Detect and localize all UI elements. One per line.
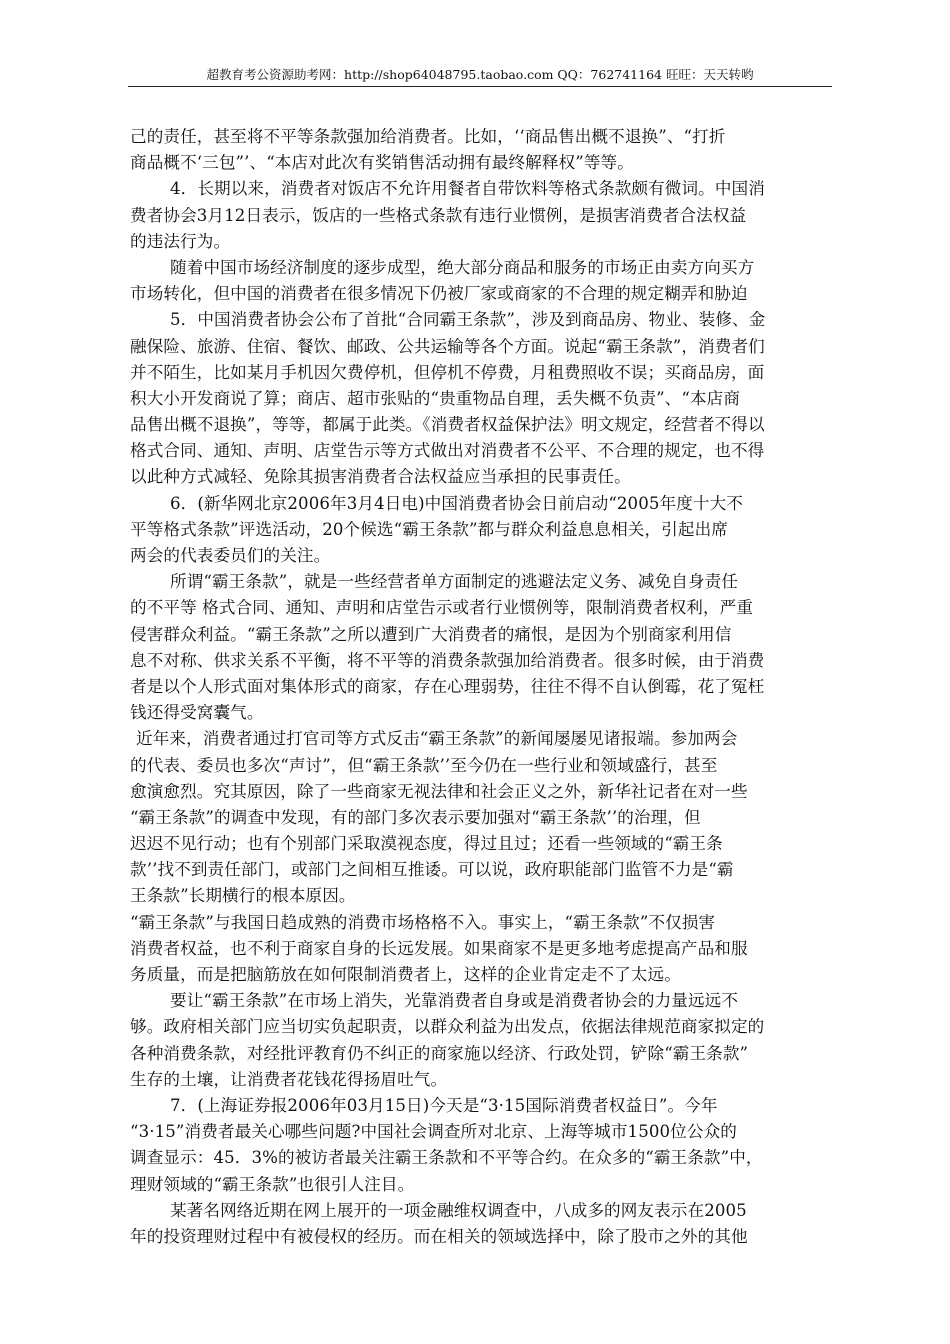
text-line: “霸王条款”与我国日趋成熟的消费市场格格不入。事实上，“霸王条款”不仅损害: [130, 912, 716, 932]
text-line: “3·15”消费者最关心哪些问题?中国社会调查所对北京、上海等城市1500位公众的: [130, 1122, 737, 1142]
text-line: 者是以个人形式面对集体形式的商家，存在心理弱势，往往不得不自认倒霉，花了冤枉: [130, 676, 765, 696]
text-line: 理财领域的“霸王条款”也很引人注目。: [130, 1174, 415, 1194]
text-line: 随着中国市场经济制度的逐步成型，绝大部分商品和服务的市场正由卖方向买方: [170, 257, 755, 277]
header-divider: [128, 86, 832, 87]
text-line: 格式合同、通知、声明、店堂告示等方式做出对消费者不公平、不合理的规定，也不得: [130, 441, 765, 461]
text-line: 各种消费条款，对经批评教育仍不纠正的商家施以经济、行政处罚，铲除“霸王条款”: [130, 1043, 749, 1063]
text-line: 生存的土壤，让消费者花钱花得扬眉吐气。: [130, 1069, 448, 1089]
text-line: 4．长期以来，消费者对饭店不允许用餐者自带饮料等格式条款颇有微词。中国消: [170, 179, 765, 199]
text-line: 两会的代表委员们的关注。: [130, 546, 331, 565]
text-line: 融保险、旅游、住宿、餐饮、邮政、公共运输等各个方面。说起“霸王条款”，消费者们: [130, 336, 765, 356]
text-line: 并不陌生，比如某月手机因欠费停机，但停机不停费，月租费照收不误；买商品房，面: [130, 362, 765, 382]
text-line: 王条款”长期横行的根本原因。: [130, 886, 356, 906]
text-line: 某著名网络近期在网上展开的一项金融维权调查中，八成多的网友表示在2005: [170, 1200, 747, 1220]
text-line: 积大小开发商说了算；商店、超市张贴的“贵重物品自理，丢失概不负责”、“本店商: [130, 388, 741, 408]
text-line: “霸王条款”的调查中发现，有的部门多次表示要加强对“霸王条款’’的治理，但: [130, 807, 701, 827]
text-line: 的不平等 格式合同、通知、声明和店堂告示或者行业惯例等，限制消费者权利，严重: [130, 598, 754, 618]
text-line: 6．(新华网北京2006年3月4日电)中国消费者协会日前启动“2005年度十大不: [170, 493, 743, 513]
text-line: 侵害群众利益。“霸王条款”之所以遭到广大消费者的痛恨，是因为个别商家利用信: [130, 624, 732, 644]
text-line: 近年来，消费者通过打官司等方式反击“霸王条款”的新闻屡屡见诸报端。参加两会: [136, 729, 738, 749]
text-line: 5．中国消费者协会公布了首批“合同霸王条款”，涉及到商品房、物业、装修、金: [170, 310, 766, 330]
text-line: 息不对称、供求关系不平衡，将不平等的消费条款强加给消费者。很多时候，由于消费: [130, 650, 765, 670]
text-line: 款’’找不到责任部门，或部门之间相互推诿。可以说，政府职能部门监管不力是“霸: [130, 860, 734, 880]
text-line: 己的责任，甚至将不平等条款强加给消费者。比如，‘‘商品售出概不退换”、“打折: [130, 127, 726, 146]
text-line: 要让“霸王条款”在市场上消失，光靠消费者自身或是消费者协会的力量远远不: [170, 991, 739, 1011]
text-line: 务质量，而是把脑筋放在如何限制消费者上，这样的企业肯定走不了太远。: [130, 965, 681, 984]
text-line: 钱还得受窝囊气。: [130, 703, 264, 723]
text-line: 的违法行为。: [130, 231, 231, 251]
text-line: 品售出概不退换”，等等，都属于此类。《消费者权益保护法》明文规定，经营者不得以: [130, 415, 765, 435]
text-line: 平等格式条款”评选活动，20个候选“霸王条款”都与群众利益息息相关，引起出席: [130, 519, 728, 539]
text-line: 调查显示：45．3%的被访者最关注霸王条款和不平等合约。在众多的“霸王条款”中，: [130, 1148, 763, 1168]
text-line: 的代表、委员也多次“声讨”，但“霸王条款’’至今仍在一些行业和领域盛行，甚至: [130, 755, 718, 775]
text-line: 消费者权益，也不利于商家自身的长远发展。如果商家不是更多地考虑提高产品和服: [130, 938, 748, 958]
text-line: 年的投资理财过程中有被侵权的经历。而在相关的领域选择中，除了股市之外的其他: [130, 1226, 748, 1246]
page-header: 超教育考公资源助考网：http://shop64048795.taobao.com QQ：762741164 旺旺：天天转哟: [206, 67, 754, 82]
text-line: 费者协会3月12日表示，饭店的一些格式条款有违行业惯例，是损害消费者合法权益: [130, 205, 747, 225]
document-body: [130, 124, 830, 1250]
text-line: 7．(上海证券报2006年03月15日)今天是“3·15国际消费者权益日”。今年: [170, 1095, 718, 1115]
text-line: 愈演愈烈。究其原因，除了一些商家无视法律和社会正义之外，新华社记者在对一些: [130, 781, 748, 801]
text-line: 以此种方式减轻、免除其损害消费者合法权益应当承担的民事责任。: [130, 467, 631, 487]
text-line: 商品概不‘三包”’、“本店对此次有奖销售活动拥有最终解释权”等等。: [130, 153, 634, 173]
text-line: 迟迟不见行动；也有个别部门采取漠视态度，得过且过；还看一些领域的“霸王条: [130, 834, 723, 854]
text-line: 所谓“霸王条款”，就是一些经营者单方面制定的逃避法定义务、减免自身责任: [170, 572, 739, 592]
text-line: 市场转化，但中国的消费者在很多情况下仍被厂家或商家的不合理的规定糊弄和胁迫: [130, 284, 748, 304]
text-line: 够。政府相关部门应当切实负起职责，以群众利益为出发点，依据法律规范商家拟定的: [130, 1017, 765, 1037]
